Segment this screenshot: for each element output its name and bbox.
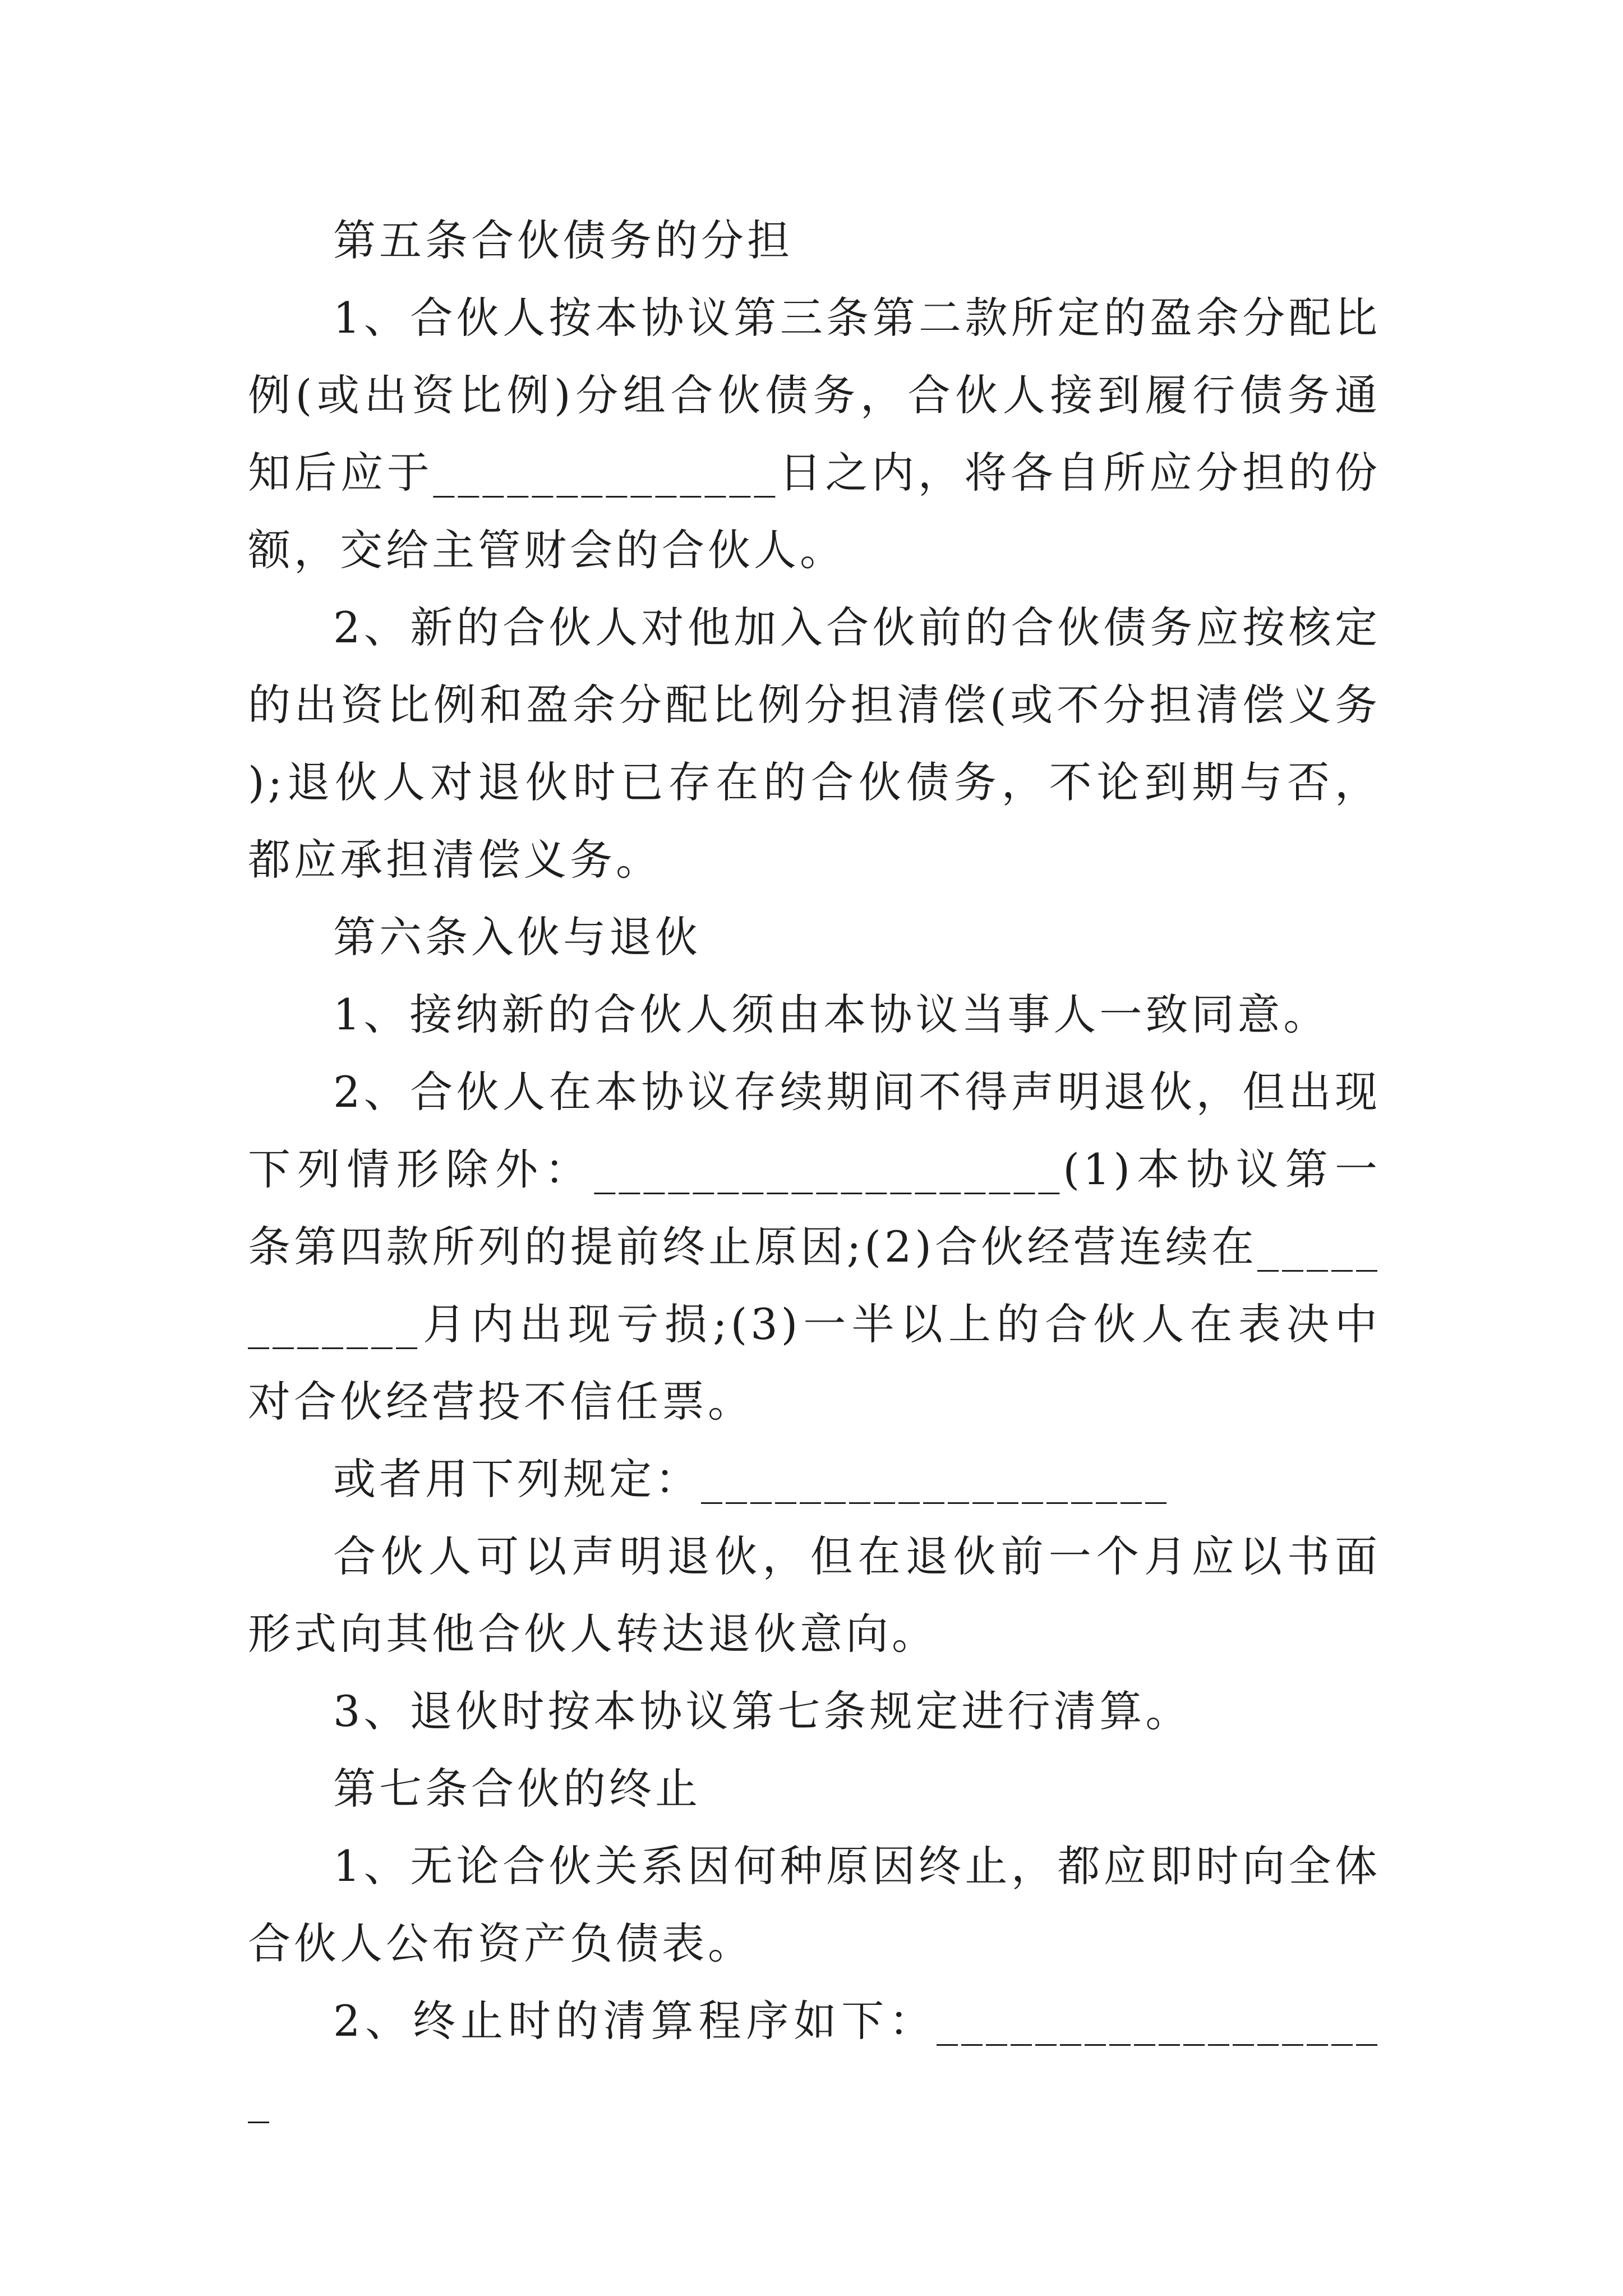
- section-heading: 第五条合伙债务的分担: [333, 215, 793, 265]
- section-heading: 第六条入伙与退伙: [333, 912, 701, 962]
- clause-paragraph: 合伙人可以声明退伙，但在退伙前一个月应以书面形式向其他合伙人转达退伙意向。: [248, 1531, 1381, 1659]
- document-body: [248, 202, 1381, 2137]
- clause-paragraph: 1、无论合伙关系因何种原因终止，都应即时向全体合伙人公布资产负债表。: [248, 1841, 1381, 1968]
- clause-paragraph: 2、终止时的清算程序如下：___________________: [248, 1996, 1381, 2123]
- clause-paragraph: 1、合伙人按本协议第三条第二款所定的盈余分配比例(或出资比例)分组合伙债务，合伙人接到履行债务通知后应于______________日之内，将各自所应分担的份额，交给主管财会的合伙人。: [248, 293, 1381, 575]
- clause-paragraph: 3、退伙时按本协议第七条规定进行清算。: [333, 1686, 1192, 1736]
- clause-paragraph: 1、接纳新的合伙人须由本协议当事人一致同意。: [333, 990, 1330, 1039]
- section-heading: 第七条合伙的终止: [333, 1764, 701, 1814]
- clause-paragraph: 2、合伙人在本协议存续期间不得声明退伙，但出现下列情形除外：___________________(1)本协议第一条第四款所列的提前终止原因;(2)合伙经营连续在____________月内出现亏损;(3)一半以上的合伙人在表决中对合伙经营投不信任票。: [248, 1067, 1381, 1427]
- clause-paragraph: 或者用下列规定：___________________: [333, 1454, 1170, 1504]
- clause-paragraph: 2、新的合伙人对他加入合伙前的合伙债务应按核定的出资比例和盈余分配比例分担清偿(或不分担清偿义务);退伙人对退伙时已存在的合伙债务，不论到期与否，都应承担清偿义务。: [248, 602, 1381, 885]
